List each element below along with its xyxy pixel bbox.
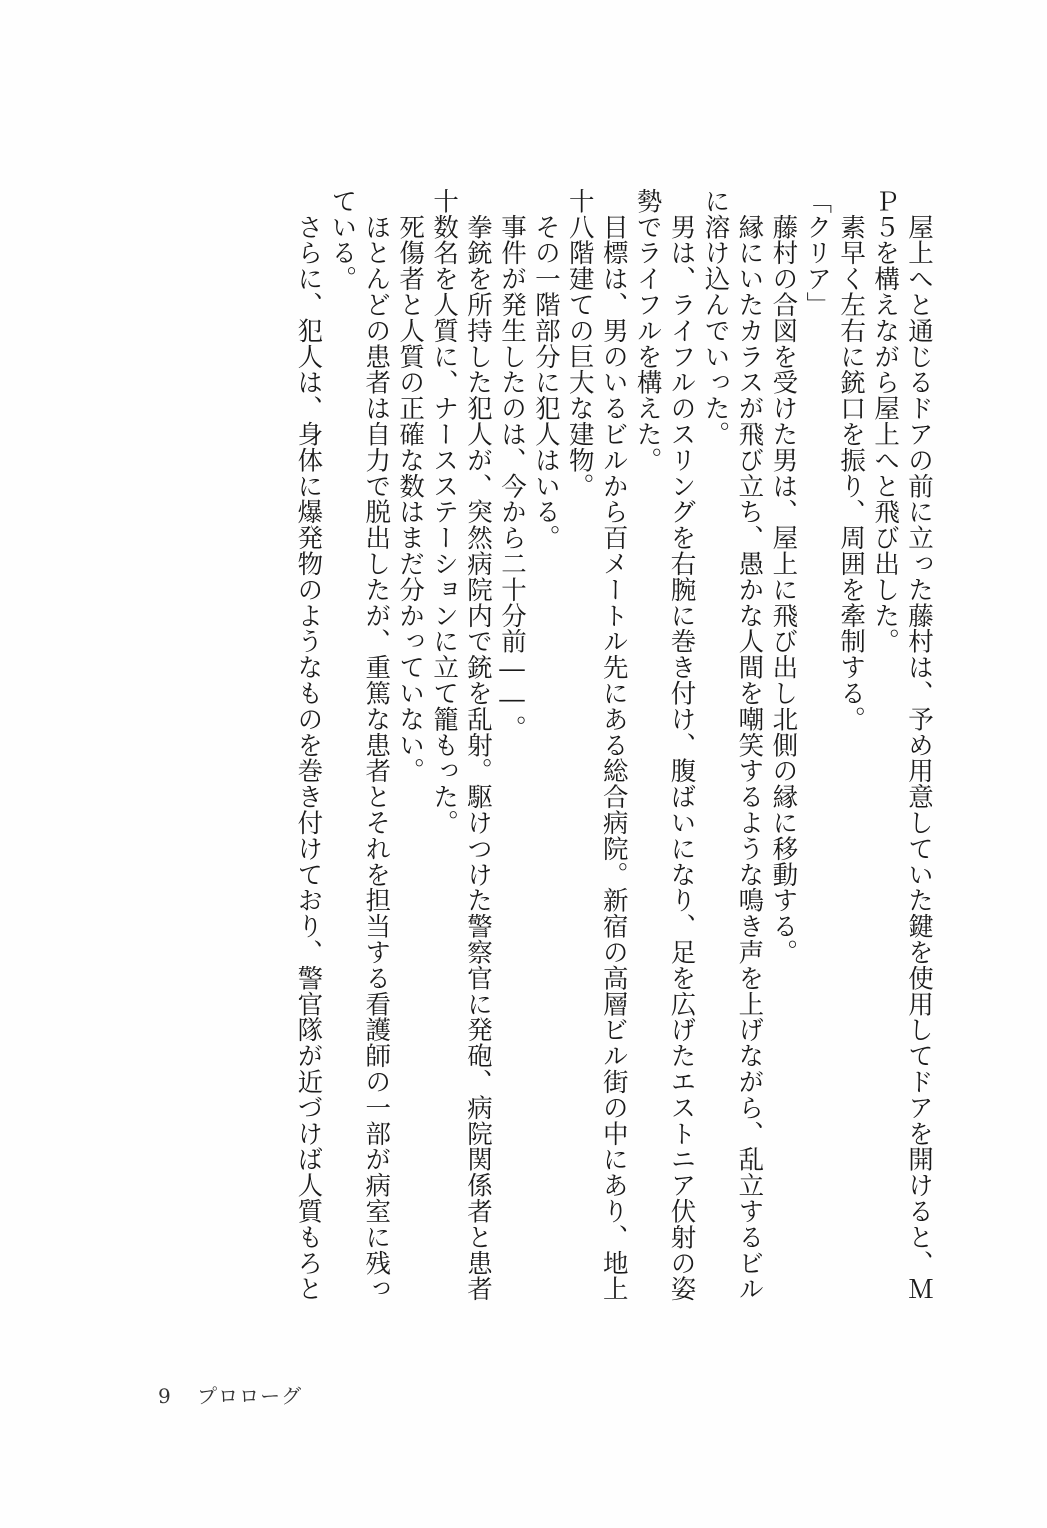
text-line: ほとんどの患者は自力で脱出したが、重篤な患者とそれを担当する看護師の一部が病室に残っ (361, 188, 392, 1302)
text-line: 十数名を人質に、ナースステーションに立て籠もった。 (429, 188, 460, 836)
text-line: 男は、ライフルのスリングを右腕に巻き付け、腹ばいになり、足を広げたエストニア伏射の姿 (666, 188, 697, 1302)
text-line: 勢でライフルを構えた。 (632, 188, 663, 473)
text-line: 素早く左右に銃口を振り、周囲を牽制する。 (836, 188, 867, 732)
text-line: 縁にいたカラスが飛び立ち、愚かな人間を嘲笑するような鳴き声を上げながら、乱立するビル (734, 188, 765, 1302)
text-line: 事件が発生したのは、今から二十分前――。 (496, 188, 527, 741)
text-line: ている。 (327, 188, 358, 292)
text-line: 目標は、男のいるビルから百メートル先にある総合病院。新宿の高層ビル街の中にあり、地上 (598, 188, 629, 1302)
text-line: 死傷者と人質の正確な数はまだ分かっていない。 (395, 188, 426, 784)
chapter-title: プロローグ (197, 1384, 303, 1408)
text-line: に溶け込んでいった。 (700, 188, 731, 447)
vertical-body-text (290, 188, 935, 1318)
text-line: 屋上へと通じるドアの前に立った藤村は、予め用意していた鍵を使用してドアを開けると、Ｍ (904, 188, 934, 1302)
text-line: さらに、犯人は、身体に爆発物のようなものを巻き付けており、警官隊が近づけば人質もろと (293, 188, 324, 1302)
text-line: Ｐ５を構えながら屋上へと飛び出した。 (870, 188, 901, 655)
text-line: 十八階建ての巨大な建物。 (564, 188, 595, 499)
text-line: その一階部分に犯人はいる。 (530, 188, 561, 551)
page-footer (158, 1380, 302, 1409)
text-line: 「クリア」 (802, 188, 833, 318)
text-line: 拳銃を所持した犯人が、突然病院内で銃を乱射。駆けつけた警察官に発砲、病院関係者と患者 (463, 188, 494, 1302)
text-line: 藤村の合図を受けた男は、屋上に飛び出し北側の縁に移動する。 (768, 188, 799, 965)
page-number: 9 (158, 1384, 172, 1408)
